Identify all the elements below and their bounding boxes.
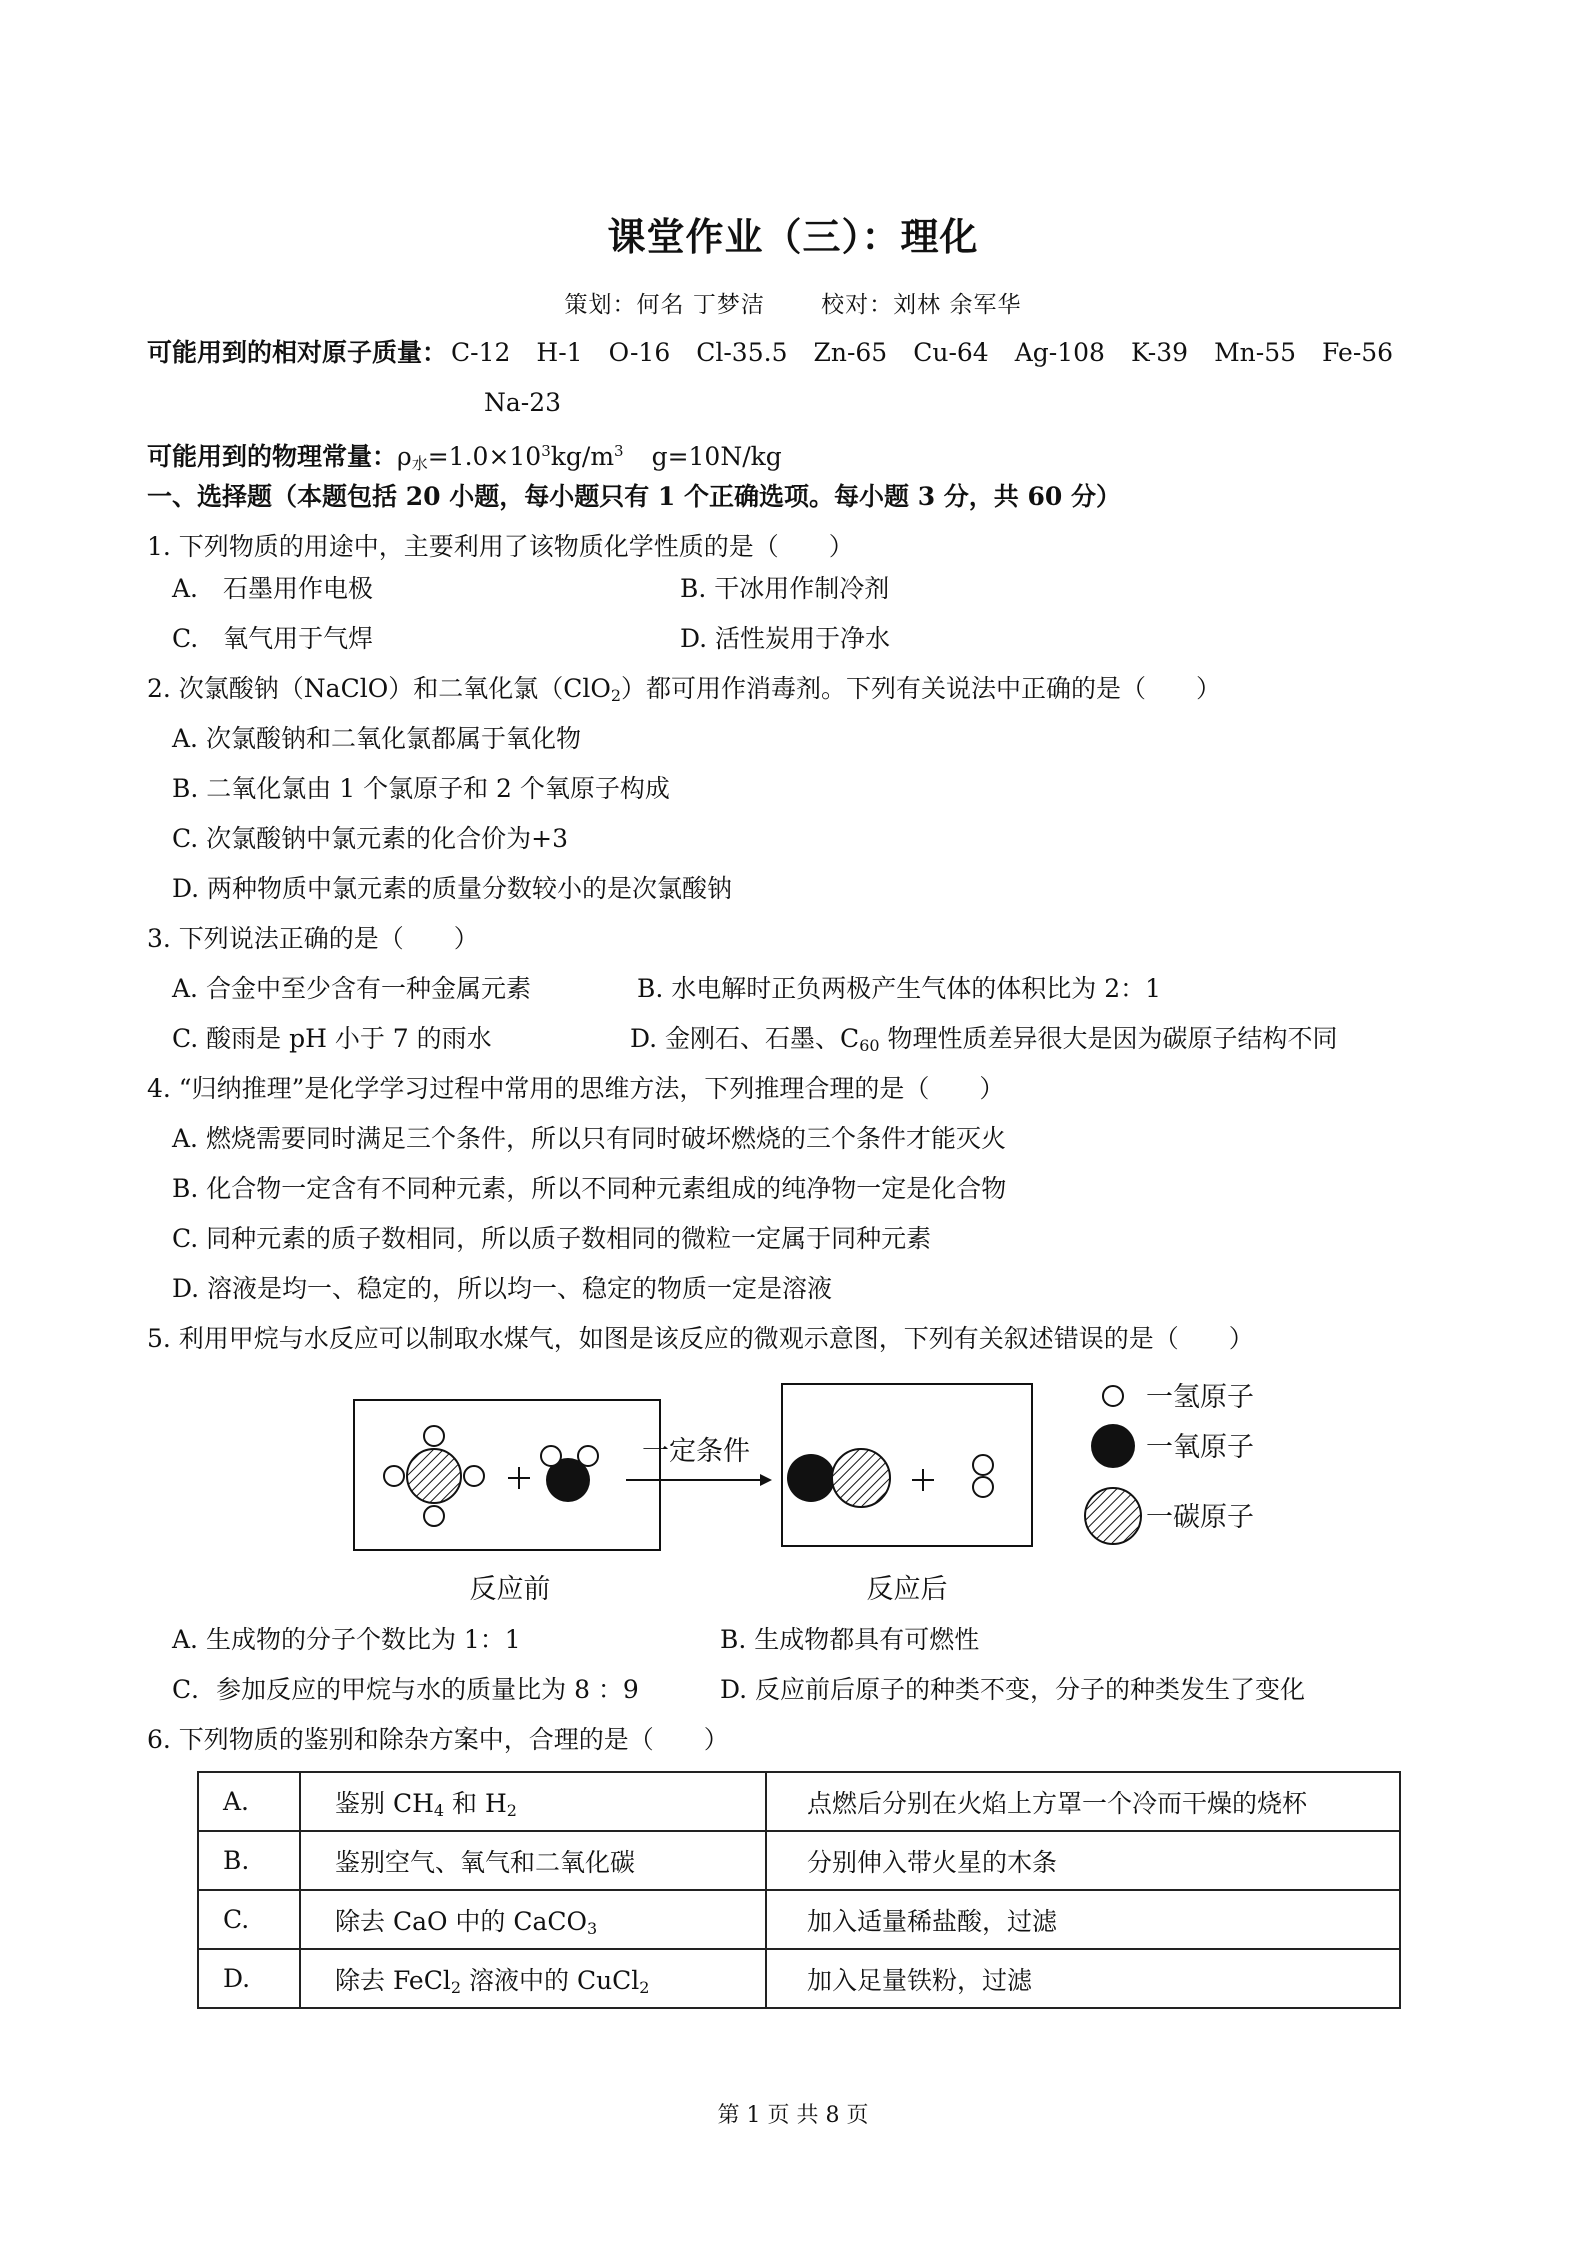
carbon-atom	[407, 1449, 461, 1503]
question-2-stem-subscript: 2	[610, 686, 622, 705]
table-cell-method: 点燃后分别在火焰上方罩一个冷而干燥的烧杯	[766, 1772, 1400, 1831]
task-text: 和 H	[444, 1788, 507, 1818]
rho-symbol: ρ	[397, 442, 412, 471]
question-2-option-a: A. 次氯酸钠和二氧化氯都属于氧化物	[172, 724, 581, 753]
reaction-condition: 一定条件	[642, 1436, 750, 1467]
rho-subscript: 水	[411, 454, 428, 473]
section-heading: 一、选择题（本题包括 20 小题，每小题只有 1 个正确选项。每小题 3 分，共 60 分）	[147, 482, 1122, 511]
question-5-option-c: C．参加反应的甲烷与水的质量比为 8 ：9	[172, 1675, 639, 1704]
legend-hydrogen-icon	[1103, 1386, 1123, 1406]
rho-unit: kg/m	[550, 442, 615, 471]
question-3-option-c: C. 酸雨是 pH 小于 7 的雨水	[172, 1024, 492, 1053]
question-4-option-c: C. 同种元素的质子数相同，所以质子数相同的微粒一定属于同种元素	[172, 1224, 932, 1253]
table-cell-method: 加入足量铁粉，过滤	[766, 1949, 1400, 2008]
atomic-mass-item: Zn-65	[813, 338, 888, 367]
question-5-option-a: A. 生成物的分子个数比为 1：1	[172, 1625, 521, 1654]
table-cell-task	[300, 1890, 766, 1949]
task-text: 鉴别空气、氧气和二氧化碳	[335, 1847, 636, 1877]
hydrogen-atom	[541, 1446, 561, 1466]
table-cell-task	[300, 1949, 766, 2008]
rho-unit-exponent: 3	[614, 442, 624, 460]
task-text: 溶液中的 CuCl	[461, 1965, 640, 1995]
credits-line: 策划：何名 丁梦洁 校对：刘林 余军华	[564, 292, 1022, 318]
atomic-mass-item: Mn-55	[1214, 338, 1297, 367]
question-4-option-b: B. 化合物一定含有不同种元素，所以不同种元素组成的纯净物一定是化合物	[172, 1174, 1007, 1203]
legend-carbon: 一碳原子	[1146, 1502, 1254, 1533]
legend-carbon-icon	[1085, 1488, 1141, 1544]
hydrogen-atom	[973, 1455, 993, 1475]
question-2-stem-part: 2. 次氯酸钠（NaClO）和二氧化氯（ClO	[147, 674, 611, 703]
question-1-option-b: B. 干冰用作制冷剂	[680, 574, 890, 603]
question-4-option-a: A. 燃烧需要同时满足三个条件，所以只有同时破坏燃烧的三个条件才能灭火	[172, 1124, 1006, 1153]
table-row	[198, 1890, 1400, 1949]
table-row	[198, 1831, 1400, 1890]
table-cell-option: D.	[198, 1949, 300, 2008]
legend-oxygen-icon	[1091, 1424, 1135, 1468]
task-text: 除去 FeCl	[335, 1965, 451, 1995]
atomic-mass-item: K-39	[1130, 338, 1189, 367]
atomic-mass-item: Fe-56	[1322, 338, 1394, 367]
table-cell-task	[300, 1831, 766, 1890]
task-subscript: 4	[433, 1800, 445, 1820]
task-subscript: 2	[450, 1977, 462, 1997]
question-1-option-d: D. 活性炭用于净水	[680, 624, 891, 653]
gravity-constant: g=10N/kg	[651, 442, 782, 471]
question-2-option-b: B. 二氧化氯由 1 个氯原子和 2 个氧原子构成	[172, 774, 670, 803]
physics-constants-line	[147, 434, 782, 481]
task-text: 除去 CaO 中的 CaCO	[335, 1906, 588, 1936]
atomic-mass-item: Na-23	[484, 388, 562, 417]
after-label: 反应后	[866, 1574, 948, 1605]
question-3-option-d	[630, 1022, 1338, 1063]
atomic-mass-item: Ag-108	[1014, 338, 1105, 367]
question-5-option-d: D. 反应前后原子的种类不变，分子的种类发生了变化	[720, 1675, 1306, 1704]
physics-constants-label: 可能用到的物理常量：	[147, 442, 398, 471]
question-6-table	[197, 1771, 1401, 2009]
question-2-option-d: D. 两种物质中氯元素的质量分数较小的是次氯酸钠	[172, 874, 733, 903]
legend-oxygen: 一氧原子	[1146, 1432, 1254, 1463]
atomic-mass-line	[147, 336, 1393, 370]
oxygen-atom	[787, 1454, 835, 1502]
task-subscript: 2	[639, 1977, 650, 1997]
question-3-option-d-part: D. 金刚石、石墨、C	[630, 1024, 860, 1053]
question-4-option-d: D. 溶液是均一、稳定的，所以均一、稳定的物质一定是溶液	[172, 1274, 833, 1303]
atomic-mass-item: O-16	[608, 338, 671, 367]
question-5-option-b: B. 生成物都具有可燃性	[720, 1625, 980, 1654]
atomic-mass-item: H-1	[536, 338, 583, 367]
table-row	[198, 1949, 1400, 2008]
hydrogen-atom	[424, 1426, 444, 1446]
atomic-mass-item: C-12	[451, 338, 511, 367]
carbon-atom	[832, 1449, 890, 1507]
table-cell-method: 分别伸入带火星的木条	[766, 1831, 1400, 1890]
question-3-option-a: A. 合金中至少含有一种金属元素	[172, 974, 531, 1003]
task-text: 鉴别 CH	[335, 1788, 434, 1818]
table-cell-option: C.	[198, 1890, 300, 1949]
legend-hydrogen: 一氢原子	[1146, 1382, 1254, 1413]
hydrogen-atom	[384, 1466, 404, 1486]
question-2-stem	[147, 672, 1221, 713]
question-5-stem: 5. 利用甲烷与水反应可以制取水煤气，如图是该反应的微观示意图，下列有关叙述错误的是（ ）	[147, 1324, 1254, 1353]
question-6-stem: 6. 下列物质的鉴别和除杂方案中，合理的是（ ）	[147, 1725, 729, 1754]
question-1-option-a: A. 石墨用作电极	[172, 574, 374, 603]
atomic-mass-item: Cl-35.5	[696, 338, 788, 367]
question-1-option-c: C. 氧气用于气焊	[172, 624, 374, 653]
question-4-stem: 4. “归纳推理”是化学学习过程中常用的思维方法，下列推理合理的是（ ）	[147, 1074, 1005, 1103]
question-3-stem: 3. 下列说法正确的是（ ）	[147, 924, 479, 953]
table-cell-task	[300, 1772, 766, 1831]
question-1-stem: 1. 下列物质的用途中，主要利用了该物质化学性质的是（ ）	[147, 532, 854, 561]
before-label: 反应前	[469, 1574, 551, 1605]
question-3-option-d-subscript: 60	[859, 1036, 880, 1055]
reaction-diagram	[340, 1374, 1300, 1614]
question-2-option-c: C. 次氯酸钠中氯元素的化合价为+3	[172, 824, 568, 853]
task-subscript: 2	[506, 1800, 517, 1820]
table-cell-option: B.	[198, 1831, 300, 1890]
rho-value: =1.0×10	[427, 442, 542, 471]
task-subscript: 3	[587, 1918, 598, 1938]
table-row	[198, 1772, 1400, 1831]
rho-exponent: 3	[541, 442, 551, 460]
hydrogen-atom	[578, 1446, 598, 1466]
question-3-option-b: B. 水电解时正负两极产生气体的体积比为 2：1	[637, 974, 1162, 1003]
atomic-mass-item: Cu-64	[913, 338, 989, 367]
page-title: 课堂作业（三）：理化	[607, 215, 979, 259]
hydrogen-atom	[424, 1506, 444, 1526]
question-2-stem-part: ）都可用作消毒剂。下列有关说法中正确的是（ ）	[621, 674, 1222, 703]
hydrogen-atom	[973, 1477, 993, 1497]
hydrogen-atom	[464, 1466, 484, 1486]
atomic-mass-label: 可能用到的相对原子质量：	[147, 338, 448, 367]
page-footer: 第 1 页 共 8 页	[717, 2103, 869, 2128]
table-cell-method: 加入适量稀盐酸，过滤	[766, 1890, 1400, 1949]
table-cell-option: A.	[198, 1772, 300, 1831]
question-3-option-d-part: 物理性质差异很大是因为碳原子结构不同	[879, 1024, 1338, 1053]
